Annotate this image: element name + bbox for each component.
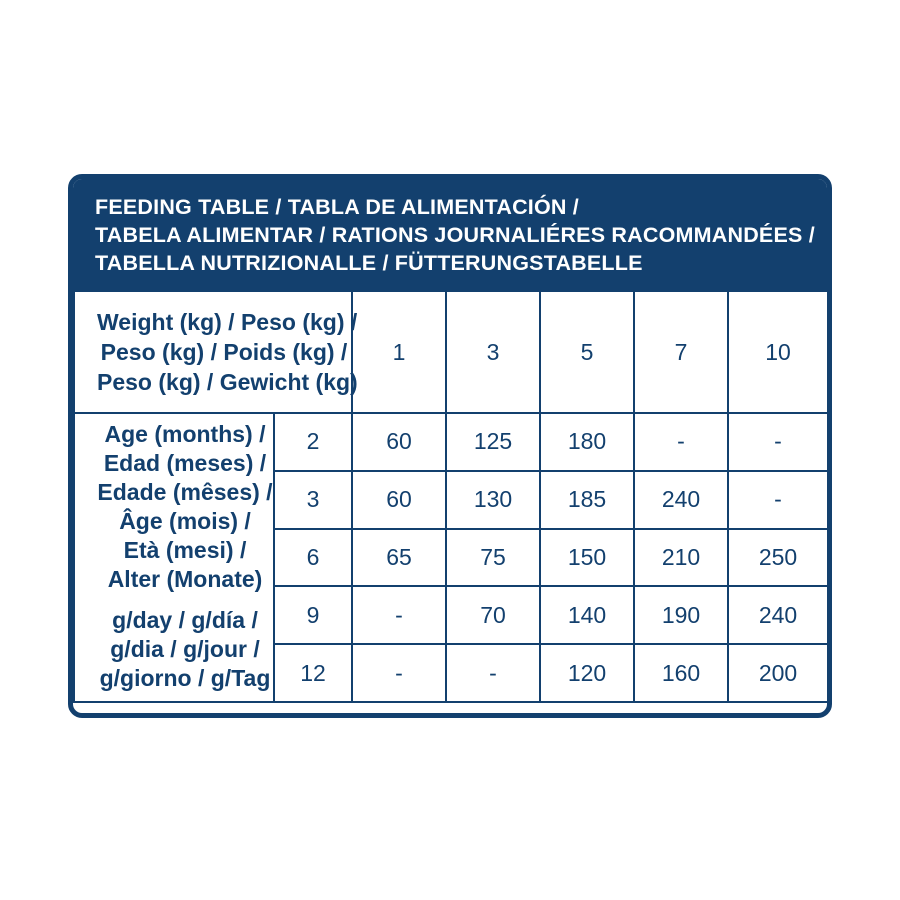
cell-value: 250	[728, 529, 828, 587]
cell-value: 120	[540, 644, 634, 702]
cell-value: 150	[540, 529, 634, 587]
cell-value: 180	[540, 413, 634, 471]
title-line-1: FEEDING TABLE / TABLA DE ALIMENTACIÓN /	[95, 195, 579, 219]
weight-label-line-2: Peso (kg) / Poids (kg) /	[100, 339, 348, 365]
cell-value: 210	[634, 529, 728, 587]
cell-value: -	[352, 586, 446, 644]
cell-value: 240	[634, 471, 728, 529]
cell-value: 200	[728, 644, 828, 702]
weight-label-line-1: Weight (kg) / Peso (kg) /	[97, 309, 358, 335]
age-label-line-6: Alter (Monate)	[107, 566, 263, 592]
cell-value: 140	[540, 586, 634, 644]
age-value: 9	[274, 586, 352, 644]
weight-col-2: 3	[446, 291, 540, 413]
title-line-2: TABELA ALIMENTAR / RATIONS JOURNALIÉRES RACOMMANDÉES /	[95, 223, 815, 247]
cell-value: -	[446, 644, 540, 702]
cell-value: 160	[634, 644, 728, 702]
cell-value: 130	[446, 471, 540, 529]
cell-value: -	[634, 413, 728, 471]
cell-value: 185	[540, 471, 634, 529]
unit-label-line-3: g/giorno / g/Tag	[99, 665, 271, 691]
age-label-line-1: Age (months) /	[104, 421, 266, 447]
age-label-line-2: Edad (meses) /	[103, 450, 267, 476]
weight-col-3: 5	[540, 291, 634, 413]
age-header-label	[74, 413, 274, 702]
weight-header-row	[74, 291, 828, 413]
title-line-3: TABELLA NUTRIZIONALLE / FÜTTERUNGSTABELLE	[95, 251, 643, 275]
cell-value: 60	[352, 471, 446, 529]
cell-value: -	[728, 413, 828, 471]
weight-col-4: 7	[634, 291, 728, 413]
age-value: 2	[274, 413, 352, 471]
weight-label-line-3: Peso (kg) / Gewicht (kg)	[97, 369, 358, 395]
cell-value: 60	[352, 413, 446, 471]
cell-value: 125	[446, 413, 540, 471]
feeding-table-card	[68, 174, 832, 718]
cell-value: 65	[352, 529, 446, 587]
age-value: 6	[274, 529, 352, 587]
cell-value: 190	[634, 586, 728, 644]
weight-col-1: 1	[352, 291, 446, 413]
age-label-line-4: Âge (mois) /	[119, 508, 251, 534]
age-label-line-5: Età (mesi) /	[123, 537, 247, 563]
age-value: 3	[274, 471, 352, 529]
table-row	[74, 413, 828, 471]
unit-label-line-1: g/day / g/día /	[112, 607, 258, 633]
age-value: 12	[274, 644, 352, 702]
cell-value: 70	[446, 586, 540, 644]
age-label-line-3: Edade (mêses) /	[97, 479, 273, 505]
table-title-band	[73, 179, 827, 290]
cell-value: -	[352, 644, 446, 702]
unit-label-line-2: g/dia / g/jour /	[110, 636, 260, 662]
feeding-table	[73, 290, 829, 703]
weight-col-5: 10	[728, 291, 828, 413]
weight-header-label	[74, 291, 358, 413]
cell-value: -	[728, 471, 828, 529]
cell-value: 240	[728, 586, 828, 644]
cell-value: 75	[446, 529, 540, 587]
